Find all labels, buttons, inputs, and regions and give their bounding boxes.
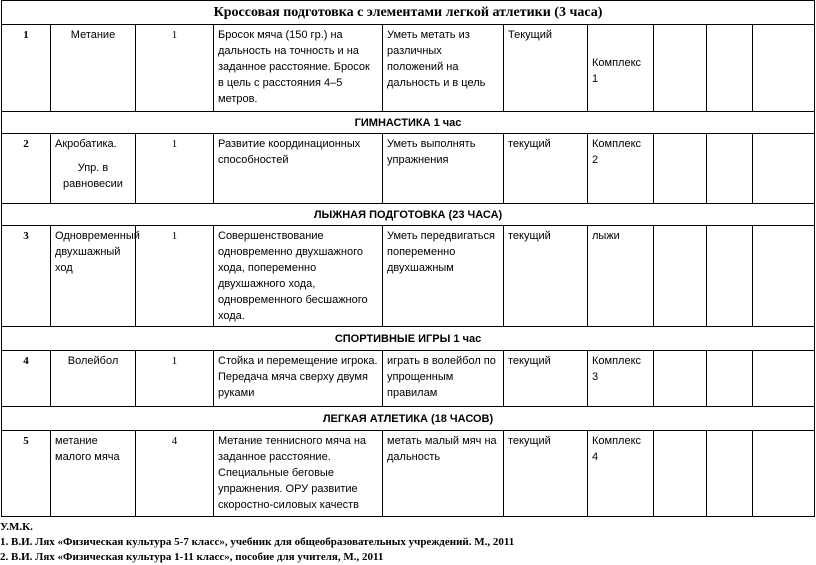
table-row — [2, 226, 815, 327]
row-control: текущий — [504, 431, 588, 517]
empty-cell — [753, 226, 815, 327]
section-title: ЛЕГКАЯ АТЛЕТИКА (18 ЧАСОВ) — [2, 407, 815, 431]
section-header-row — [2, 327, 815, 351]
row-homework-cell — [588, 25, 654, 112]
row-skills: играть в волейбол по упрощенным правилам — [383, 351, 504, 407]
umk-heading: У.М.К. — [0, 521, 33, 533]
umk-footer — [0, 520, 816, 565]
row-content: Развитие координационных способностей — [214, 134, 383, 204]
table-row — [2, 351, 815, 407]
row-homework: Комплекс 2 — [588, 134, 654, 204]
empty-cell — [707, 431, 753, 517]
empty-cell — [654, 351, 707, 407]
row-topic: метание малого мяча — [51, 431, 136, 517]
section-header-row — [2, 204, 815, 226]
empty-cell — [707, 134, 753, 204]
section-header-row — [2, 407, 815, 431]
empty-cell — [753, 351, 815, 407]
section-header-row — [2, 1, 815, 25]
table-row — [2, 25, 815, 112]
empty-cell — [654, 226, 707, 327]
row-homework: Комплекс 3 — [588, 351, 654, 407]
row-topic-cell — [51, 134, 136, 204]
row-topic: Одновременный двухшажный ход — [51, 226, 136, 327]
section-title: ЛЫЖНАЯ ПОДГОТОВКА (23 ЧАСА) — [2, 204, 815, 226]
empty-cell — [654, 25, 707, 112]
row-skills: Уметь передвигаться попеременно двухшажным — [383, 226, 504, 327]
row-skills: Уметь метать из различных положений на дальность и в цель — [383, 25, 504, 112]
row-homework: Комплекс 1 — [592, 57, 642, 85]
row-control: текущий — [504, 226, 588, 327]
row-hours: 1 — [136, 134, 214, 204]
row-skills: метать малый мяч на дальность — [383, 431, 504, 517]
row-topic-extra: Упр. в равновесии — [63, 162, 123, 190]
section-title: ГИМНАСТИКА 1 час — [2, 112, 815, 134]
row-homework: лыжи — [588, 226, 654, 327]
row-hours: 1 — [136, 25, 214, 112]
row-number: 5 — [2, 431, 51, 517]
row-skills: Уметь выполнять упражнения — [383, 134, 504, 204]
table-row — [2, 134, 815, 204]
empty-cell — [707, 351, 753, 407]
section-title: СПОРТИВНЫЕ ИГРЫ 1 час — [2, 327, 815, 351]
empty-cell — [654, 431, 707, 517]
empty-cell — [753, 431, 815, 517]
row-control: текущий — [504, 134, 588, 204]
empty-cell — [654, 134, 707, 204]
empty-cell — [753, 25, 815, 112]
row-hours: 4 — [136, 431, 214, 517]
row-number: 4 — [2, 351, 51, 407]
row-number: 3 — [2, 226, 51, 327]
section-header-row — [2, 112, 815, 134]
row-number: 2 — [2, 134, 51, 204]
row-topic: Метание — [51, 25, 136, 112]
empty-cell — [707, 25, 753, 112]
row-content: Стойка и перемещение игрока. Передача мяча сверху двумя руками — [214, 351, 383, 407]
row-number: 1 — [2, 25, 51, 112]
table-row — [2, 431, 815, 517]
row-hours: 1 — [136, 226, 214, 327]
row-topic: Акробатика. — [55, 138, 117, 150]
row-content: Бросок мяча (150 гр.) на дальность на точность и на заданное расстояние. Бросок в цель с расстояния 4–5 метров. — [214, 25, 383, 112]
umk-reference-1: 1. В.И. Лях «Физическая культура 5-7 класс», учебник для общеобразовательных учреждений. М., 2011 — [0, 536, 515, 548]
row-control: Текущий — [504, 25, 588, 112]
section-title: Кроссовая подготовка с элементами легкой атлетики (3 часа) — [2, 1, 815, 25]
umk-reference-2: 2. В.И. Лях «Физическая культура 1-11 класс», пособие для учителя, М., 2011 — [0, 551, 384, 563]
row-control: текущий — [504, 351, 588, 407]
empty-cell — [707, 226, 753, 327]
empty-cell — [753, 134, 815, 204]
row-homework: Комплекс 4 — [588, 431, 654, 517]
row-content: Совершенствование одновременно двухшажного хода, попеременно двухшажного хода, одновременного бесшажного хода. — [214, 226, 383, 327]
row-content: Метание теннисного мяча на заданное расстояние. Специальные беговые упражнения. ОРУ развитие скоростно-силовых качеств — [214, 431, 383, 517]
row-hours: 1 — [136, 351, 214, 407]
row-topic: Волейбол — [51, 351, 136, 407]
lesson-plan-table — [1, 0, 815, 517]
